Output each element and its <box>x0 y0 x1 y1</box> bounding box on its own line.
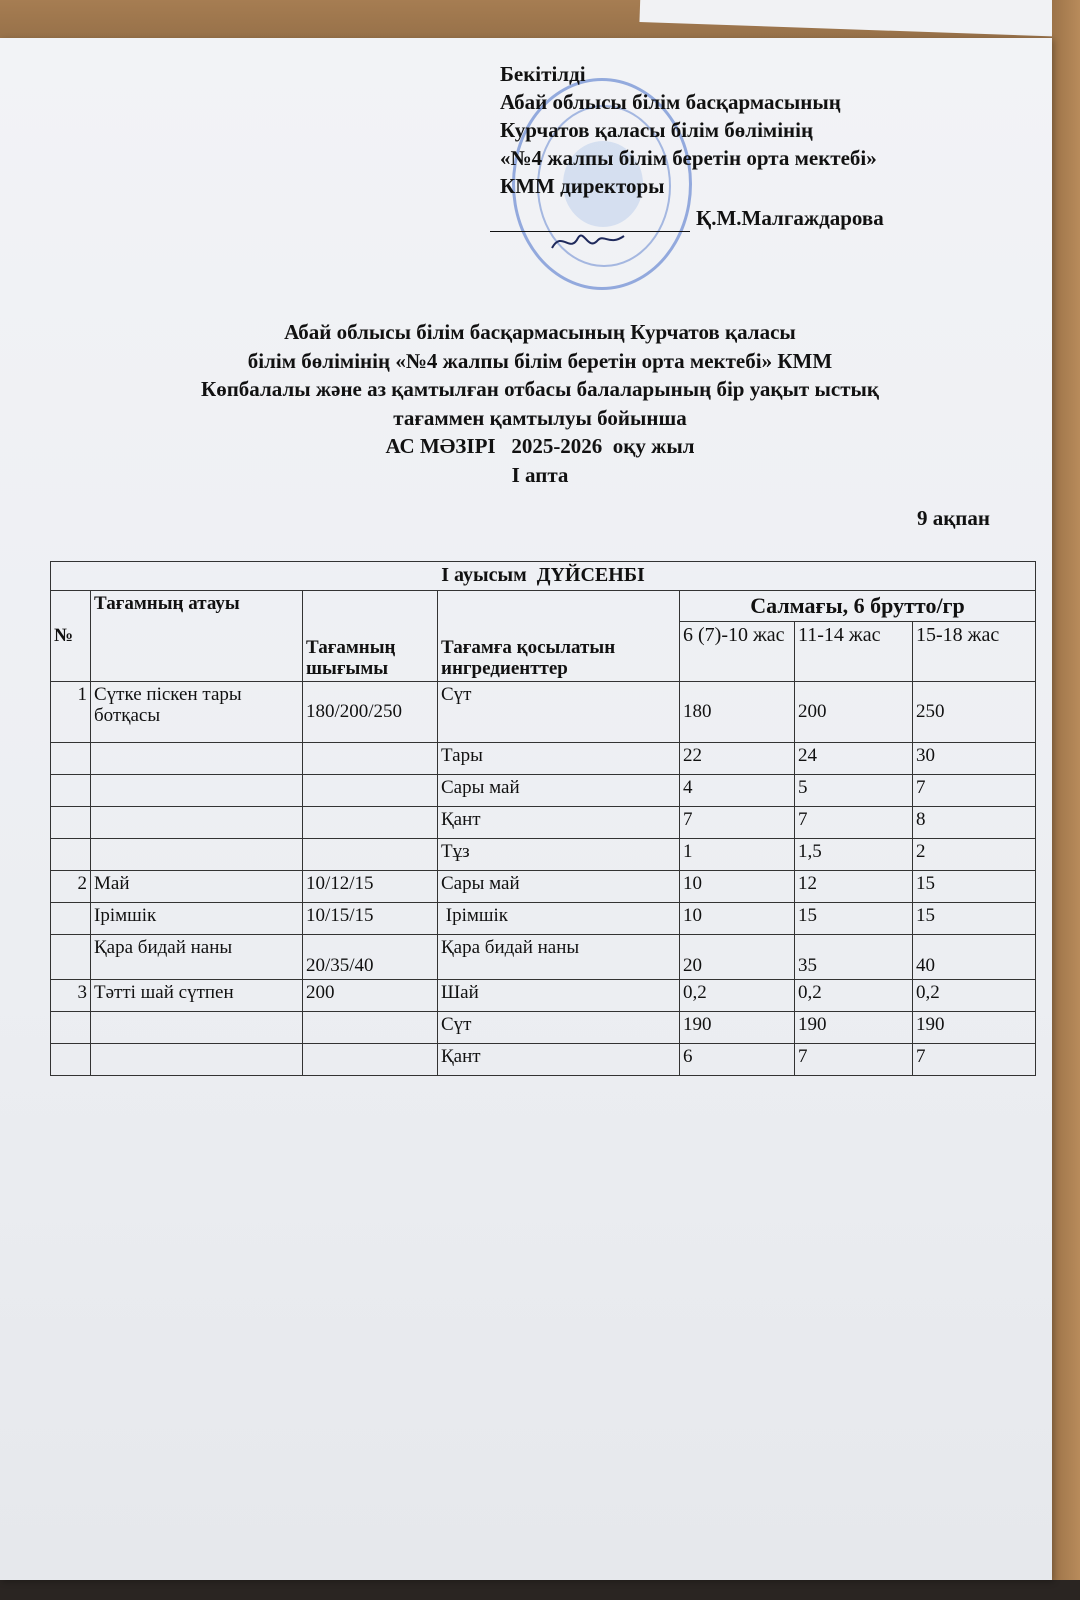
weight-age-6-10: 0,2 <box>680 980 795 1012</box>
row-num <box>51 807 91 839</box>
approval-line-3: Курчатов қаласы білім бөлімінің <box>500 118 814 142</box>
weight-age-6-10: 20 <box>680 935 795 980</box>
weight-age-6-10: 10 <box>680 871 795 903</box>
ingredient: Ірімшік <box>438 903 680 935</box>
title-line-2: білім бөлімінің «№4 жалпы білім беретін орта мектебі» КММ <box>247 348 833 373</box>
handwritten-signature <box>548 226 628 256</box>
ingredient: Сары май <box>438 775 680 807</box>
dish-output: 180/200/250 <box>303 682 438 743</box>
weight-age-15-18: 190 <box>913 1012 1036 1044</box>
header-dish-name: Тағамның атауы <box>91 591 303 682</box>
table-row <box>51 871 1036 903</box>
dish-name <box>91 807 303 839</box>
dish-name: Сүтке піскен тары ботқасы <box>91 682 303 743</box>
dish-output <box>303 807 438 839</box>
weight-age-11-14: 15 <box>795 903 913 935</box>
title-line-3: Көпбалалы және аз қамтылған отбасы балаларының бір уақыт ыстық <box>200 377 880 401</box>
weight-age-6-10: 1 <box>680 839 795 871</box>
approval-block <box>500 60 1020 232</box>
approval-heading: Бекітілді <box>500 62 586 86</box>
weight-age-11-14: 7 <box>795 1044 913 1076</box>
dish-output: 10/12/15 <box>303 871 438 903</box>
dish-output <box>303 743 438 775</box>
row-num: 2 <box>51 871 91 903</box>
table-row <box>51 935 1036 980</box>
weight-age-6-10: 4 <box>680 775 795 807</box>
row-num: 3 <box>51 980 91 1012</box>
header-output: Тағамның шығымы <box>303 591 438 682</box>
row-num <box>51 1044 91 1076</box>
weight-age-15-18: 7 <box>913 1044 1036 1076</box>
weight-age-11-14: 12 <box>795 871 913 903</box>
header-row-1 <box>51 591 1036 622</box>
dish-name <box>91 1012 303 1044</box>
weight-age-6-10: 22 <box>680 743 795 775</box>
weight-age-15-18: 7 <box>913 775 1036 807</box>
table-row <box>51 1012 1036 1044</box>
weight-age-11-14: 1,5 <box>795 839 913 871</box>
ingredient: Қант <box>438 1044 680 1076</box>
weight-age-6-10: 7 <box>680 807 795 839</box>
dish-name <box>91 775 303 807</box>
weight-age-15-18: 30 <box>913 743 1036 775</box>
weight-age-11-14: 7 <box>795 807 913 839</box>
title-line-5: АС МӘЗІРІ 2025-2026 оқу жыл <box>385 434 695 458</box>
dish-name: Қара бидай наны <box>91 935 303 980</box>
table-row <box>51 903 1036 935</box>
ingredient: Шай <box>438 980 680 1012</box>
row-num <box>51 743 91 775</box>
wooden-table-edge <box>1052 0 1080 1600</box>
ingredient: Тары <box>438 743 680 775</box>
weight-age-11-14: 0,2 <box>795 980 913 1012</box>
ingredient: Сүт <box>438 682 680 743</box>
dish-output <box>303 1044 438 1076</box>
shift-title: І ауысым ДҮЙСЕНБІ <box>51 562 1036 591</box>
row-num: 1 <box>51 682 91 743</box>
table-row <box>51 743 1036 775</box>
dish-name <box>91 743 303 775</box>
weight-age-6-10: 190 <box>680 1012 795 1044</box>
weight-age-6-10: 6 <box>680 1044 795 1076</box>
menu-table <box>50 561 1036 1076</box>
weight-age-15-18: 8 <box>913 807 1036 839</box>
ingredient: Сары май <box>438 871 680 903</box>
dish-name: Май <box>91 871 303 903</box>
title-line-4: тағаммен қамтылуы бойынша <box>393 405 687 430</box>
ingredient: Қант <box>438 807 680 839</box>
row-num <box>51 775 91 807</box>
weight-age-15-18: 2 <box>913 839 1036 871</box>
shift-row <box>51 562 1036 591</box>
dish-name <box>91 839 303 871</box>
dish-name: Тәтті шай сүтпен <box>91 980 303 1012</box>
row-num <box>51 935 91 980</box>
ingredient: Сүт <box>438 1012 680 1044</box>
row-num <box>51 1012 91 1044</box>
header-age-11-14: 11-14 жас <box>795 622 913 682</box>
document-title <box>60 318 1020 489</box>
row-num <box>51 903 91 935</box>
title-line-6: І апта <box>511 462 569 487</box>
table-row <box>51 807 1036 839</box>
header-age-15-18: 15-18 жас <box>913 622 1036 682</box>
weight-age-11-14: 190 <box>795 1012 913 1044</box>
weight-age-11-14: 200 <box>795 682 913 743</box>
dish-output: 20/35/40 <box>303 935 438 980</box>
weight-age-15-18: 0,2 <box>913 980 1036 1012</box>
dish-output: 10/15/15 <box>303 903 438 935</box>
weight-age-15-18: 40 <box>913 935 1036 980</box>
weight-age-6-10: 180 <box>680 682 795 743</box>
weight-age-15-18: 15 <box>913 903 1036 935</box>
dish-name <box>91 1044 303 1076</box>
dish-output <box>303 1012 438 1044</box>
header-age-6-10: 6 (7)-10 жас <box>680 622 795 682</box>
approval-line-5: КММ директоры <box>500 174 665 198</box>
weight-age-11-14: 24 <box>795 743 913 775</box>
dish-output <box>303 775 438 807</box>
weight-age-11-14: 35 <box>795 935 913 980</box>
title-line-1: Абай облысы білім басқармасының Курчатов қаласы <box>284 320 796 344</box>
weight-age-15-18: 250 <box>913 682 1036 743</box>
header-num: № <box>51 591 91 682</box>
weight-age-6-10: 10 <box>680 903 795 935</box>
table-row <box>51 839 1036 871</box>
weight-age-15-18: 15 <box>913 871 1036 903</box>
table-row <box>51 1044 1036 1076</box>
dish-output <box>303 839 438 871</box>
dish-output: 200 <box>303 980 438 1012</box>
approval-line-4: «№4 жалпы білім беретін орта мектебі» <box>500 146 877 170</box>
row-num <box>51 839 91 871</box>
dark-floor-edge <box>0 1580 1080 1600</box>
ingredient: Тұз <box>438 839 680 871</box>
signer-name: Қ.М.Малгаждарова <box>696 206 884 230</box>
header-weight: Салмағы, 6 брутто/гр <box>680 591 1036 622</box>
header-ingredients: Тағамға қосылатын ингредиенттер <box>438 591 680 682</box>
weight-age-11-14: 5 <box>795 775 913 807</box>
approval-line-2: Абай облысы білім басқармасының <box>500 90 841 114</box>
dish-name: Ірімшік <box>91 903 303 935</box>
ingredient: Қара бидай наны <box>438 935 680 980</box>
table-row <box>51 775 1036 807</box>
menu-date: 9 ақпан <box>916 506 990 530</box>
table-row <box>51 980 1036 1012</box>
table-row <box>51 682 1036 743</box>
